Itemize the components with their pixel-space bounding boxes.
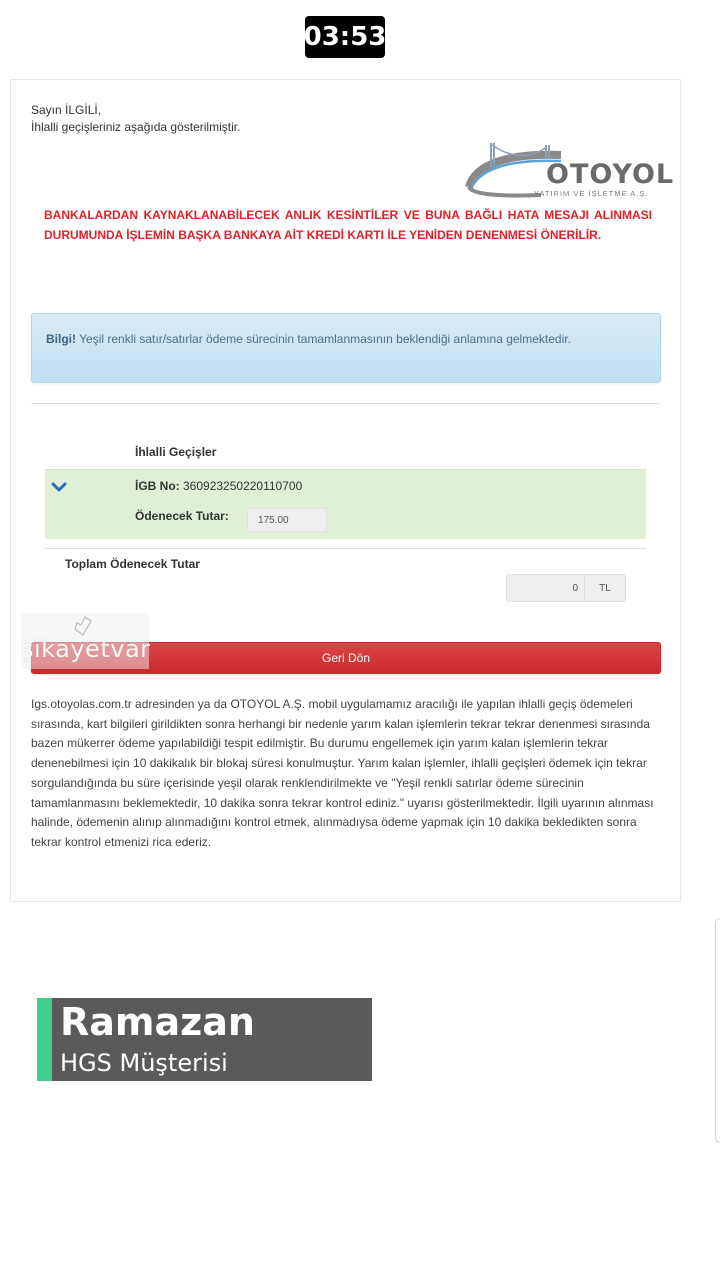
total-amount-label: Toplam Ödenecek Tutar (65, 557, 200, 571)
divider (31, 403, 661, 404)
speaker-caption (37, 998, 372, 1081)
logo-brand: OTOYOL (546, 159, 675, 190)
intro-text: İhlalli geçişleriniz aşağıda gösterilmiştir. (31, 120, 241, 134)
video-timer: 03:53 (305, 16, 385, 58)
igb-label: İGB No: (135, 479, 180, 493)
greeting (31, 100, 240, 137)
amount-label: Ödenecek Tutar: (135, 509, 229, 523)
watermark-text: şikayetvar (21, 635, 151, 663)
igb-number (135, 479, 302, 493)
violations-page-panel (10, 79, 681, 902)
side-panel-handle[interactable] (715, 918, 720, 1143)
otoyol-logo (461, 135, 675, 200)
total-amount-value[interactable]: 0 (507, 575, 585, 601)
logo-subtitle: YATIRIM VE İŞLETME A.Ş. (534, 189, 649, 198)
divider (45, 548, 646, 549)
amount-field[interactable]: 175.00 (247, 508, 327, 532)
violation-row-pending[interactable] (45, 469, 646, 539)
sikayetvar-watermark (21, 613, 149, 669)
info-alert (31, 313, 661, 383)
back-button[interactable]: Geri Dön (31, 642, 661, 674)
duplicate-payment-notice: Igs.otoyolas.com.tr adresinden ya da OTOYOL A.Ş. mobil uygulamamız aracılığı ile yapılan ihlalli geçiş ödemeleri sırasında, kart bilgileri girildikten sonra herhangi bir nedenle yarım kalan işlemlerin tekrar tekrar denenmesi sırasında bazen mükerrer ödeme yapılabildiği tespit edilmiştir. Bu durumu engellemek için yarım kalan işlemlerin tekrar denenebilmesi için 10 dakikalık bir blokaj süresi konulmuştur. Yarım kalan işlemler, ihlalli geçişleri ödemek için tekrar sorgulandığında bu süre içerisinde yeşil olarak renklendirilmekte ve "Yeşil renkli satırlar ödeme sürecinin tamamlanmasını beklemektedir, 10 dakika sonra tekrar kontrol ediniz." uyarısı gösterilmektedir. İlgili uyarının alınması halinde, ödemenin alınıp alınmadığını kontrol etmek, alınmadıysa ödeme yapmak için 10 dakika bekledikten sonra tekrar kontrol etmenizi rica ederiz. (31, 697, 654, 849)
speaker-role: HGS Müşterisi (60, 1049, 228, 1077)
info-label: Bilgi! (46, 332, 76, 346)
speaker-name: Ramazan (60, 1000, 255, 1044)
salutation: Sayın İLGİLİ, (31, 103, 102, 117)
violations-table-header: İhlalli Geçişler (135, 445, 217, 459)
bank-warning-message: BANKALARDAN KAYNAKLANABİLECEK ANLIK KESİNTİLER VE BUNA BAĞLI HATA MESAJI ALINMASI DURUMUNDA İŞLEMİN BAŞKA BANKAYA AİT KREDİ KARTI İLE YENİDEN DENENMESİ ÖNERİLİR. (44, 208, 652, 242)
info-text: Yeşil renkli satır/satırlar ödeme sürecinin tamamlanmasının beklendiği anlamına gelmektedir. (76, 332, 571, 346)
total-amount-field[interactable] (506, 574, 626, 602)
igb-value: 360923250220110700 (179, 479, 303, 493)
currency-addon: TL (585, 575, 625, 601)
chevron-down-icon[interactable] (51, 480, 67, 494)
